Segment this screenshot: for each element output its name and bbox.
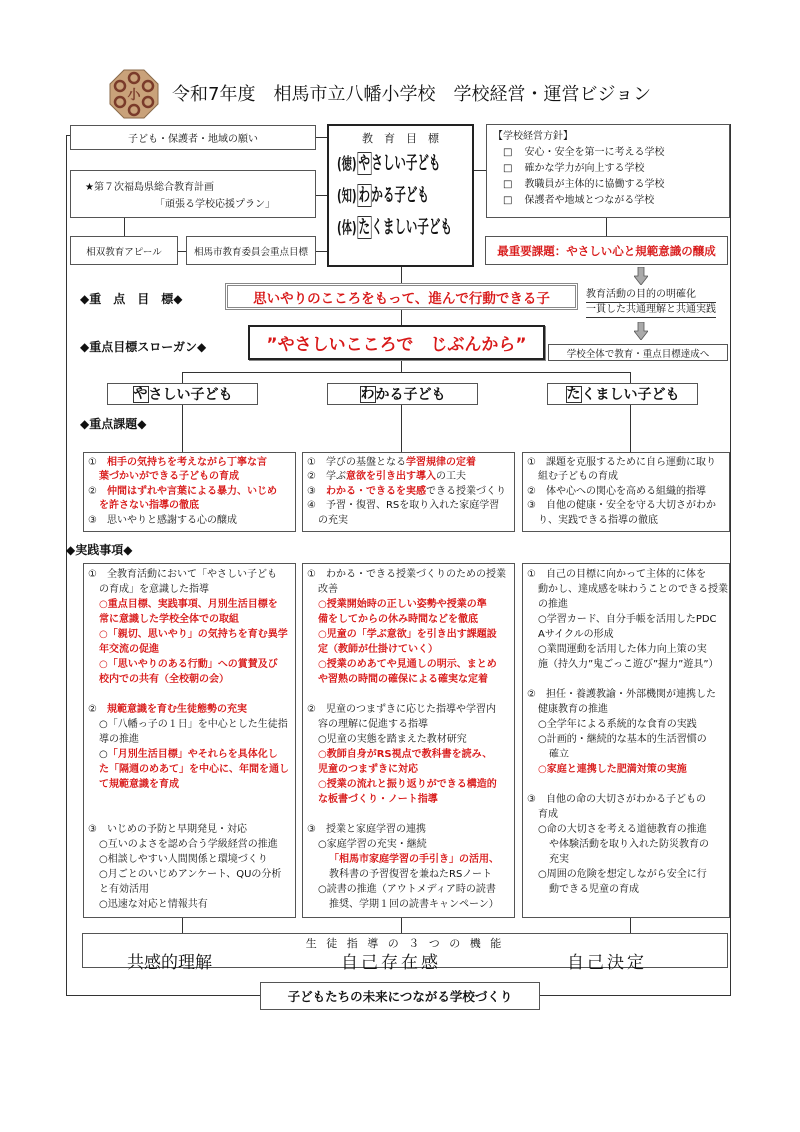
- text: ○全学年による系統的な食育の実践: [538, 719, 697, 730]
- text: ③: [307, 485, 326, 497]
- text: 育成: [538, 809, 558, 820]
- text-line: [307, 597, 510, 612]
- text-line: [527, 582, 728, 597]
- text: の工夫: [435, 471, 466, 483]
- highlight-text: ○「親切、思いやり」の気持ちを育む異学: [99, 629, 288, 640]
- side-note-line-1: 教育活動の目的の明確化: [586, 288, 716, 303]
- text-line: [88, 499, 291, 513]
- frame-left-line: [66, 135, 67, 996]
- text-line: [527, 657, 725, 672]
- highlight-text: ○家庭と連携した肥満対策の実施: [538, 764, 687, 775]
- pillar-box: [327, 383, 478, 405]
- text: 導の推進: [99, 734, 139, 745]
- pillar-text: かる子ども: [375, 387, 446, 403]
- highlight-text: 児童のつまずきに対応: [318, 764, 418, 775]
- goal-key-char: わ: [358, 185, 371, 206]
- goal-key-char: た: [358, 217, 371, 238]
- highlight-text: ○授業の流れと振り返りができる構造的: [318, 779, 497, 790]
- text-line: [527, 762, 725, 777]
- goal-tag: (知): [337, 186, 357, 205]
- highlight-text: ○児童の「学ぶ意欲」を引き出す課題設: [318, 629, 497, 640]
- highlight-text: や習熟の時間の確保による確実な定着: [318, 674, 488, 685]
- side-note: [586, 288, 716, 318]
- goal-tag: (体): [337, 218, 357, 237]
- highlight-text: 「月別生活目標」やそれらを具体化し: [107, 749, 278, 760]
- education-goal-item: [337, 212, 452, 244]
- text: ④ 予習・復習、RSを取り入れた家庭学習: [307, 500, 500, 512]
- highlight-text: 定（教師が仕掛けていく）: [318, 644, 438, 655]
- text: 充実: [549, 854, 569, 865]
- text-line: [527, 807, 725, 822]
- goal-text: かる子ども: [371, 185, 429, 206]
- text-line: [88, 747, 291, 762]
- policy-item-text: 安心・安全を第一に考える学校: [524, 147, 665, 158]
- text-line: [88, 717, 291, 732]
- text: や体験活動を取り入れた防災教育の: [549, 839, 709, 850]
- text-line: [88, 456, 291, 470]
- guidance-heading: 生 徒 指 導 の ３ つ の 機 能: [305, 937, 505, 950]
- text-line: [88, 642, 291, 657]
- issues-label: ◆重点課題◆: [80, 417, 147, 431]
- policy-item-text: 教職員が主体的に協働する学校: [524, 179, 665, 190]
- highlight-text: 葉づかいができる子どもの育成: [99, 471, 239, 483]
- text-line: [307, 732, 510, 747]
- branch-line: [182, 372, 631, 373]
- spacer: [307, 687, 510, 702]
- appeal-box: 相双教育アピール: [70, 236, 178, 265]
- text-line: [307, 792, 510, 807]
- side-note-line-2: 一貫した共通理解と共通実践: [586, 304, 716, 315]
- text-line: [527, 687, 725, 702]
- issue-box: [302, 452, 515, 532]
- slogan-box: ”やさしいこころで じぶんから”: [248, 325, 545, 360]
- text-line: [307, 762, 510, 777]
- policy-item: [493, 161, 723, 177]
- side-note-line-3: 学校全体で教育・重点目標達成へ: [548, 344, 728, 361]
- text-line: [307, 717, 510, 732]
- text: ②: [88, 704, 107, 715]
- text-line: [307, 822, 510, 837]
- text-line: [527, 456, 725, 470]
- highlight-text: 常に意識した学校全体での取組: [99, 614, 239, 625]
- text-line: [527, 867, 725, 882]
- frame-right-line: [730, 124, 731, 996]
- slogan-label: ◆重点目標スローガン◆: [80, 340, 207, 354]
- text: 改善: [318, 584, 338, 595]
- text: ○読書の推進（アウトメディア時の読書: [318, 884, 496, 895]
- text: ○周囲の危険を想定しながら安全に行: [538, 869, 707, 880]
- text-line: [88, 627, 291, 642]
- highlight-text: な板書づくり・ノート指導: [318, 794, 438, 805]
- text: ①: [88, 457, 107, 468]
- focus-goal-box: 思いやりのこころをもって、進んで行動できる子: [225, 283, 578, 310]
- spacer: [307, 807, 510, 822]
- text: ① 自己の目標に向かって主体的に体を: [527, 569, 706, 580]
- goal-text: くましい子ども: [371, 217, 452, 238]
- highlight-text: 校内での共有（全校朝の会）: [99, 674, 229, 685]
- highlight-text: 「相馬市家庭学習の手引き」の活用、: [329, 854, 499, 865]
- text: できる授業づくり: [425, 485, 506, 497]
- highlight-text: 相手の気持ちを考えながら丁寧な言: [106, 457, 267, 468]
- connector: [316, 251, 327, 252]
- highlight-text: 学習規律の定着: [405, 457, 476, 468]
- pillar-key-char: わ: [360, 385, 375, 402]
- text: ① 全教育活動において「やさしい子ども: [88, 569, 277, 580]
- text-line: [307, 867, 510, 882]
- svg-text:小: 小: [127, 88, 141, 103]
- text-line: [527, 702, 725, 717]
- school-emblem-logo: [108, 68, 160, 120]
- text-line: [88, 567, 291, 582]
- highlight-text: ○「思いやりのある行動」への賞賛及び: [99, 659, 278, 670]
- guidance-item-empathy: 共感的理解: [127, 953, 212, 973]
- branch-line: [630, 405, 631, 452]
- text: ○業間運動を活用した体力向上策の実: [538, 644, 707, 655]
- connector: [124, 218, 125, 236]
- text-line: [307, 627, 510, 642]
- text: ○相談しやすい人間関係と環境づくり: [99, 854, 268, 865]
- practice-label: ◆実践事項◆: [66, 543, 133, 557]
- text-line: [88, 882, 291, 897]
- practice-box: [522, 563, 730, 918]
- text-line: [307, 612, 510, 627]
- branch-line: [182, 372, 183, 383]
- spacer: [88, 807, 291, 822]
- text: ○「八幡っ子の１日」を中心とした生徒指: [99, 719, 288, 730]
- top-issue-box: 最重要課題：やさしい心と規範意識の醸成: [485, 236, 728, 265]
- text: ② 担任・養護教諭・外部機関が連携した: [527, 689, 716, 700]
- text: の推進: [538, 599, 568, 610]
- text-line: [307, 657, 510, 672]
- text: 動かし、達成感を味わうことのできる授業: [538, 584, 728, 595]
- connector: [606, 218, 607, 236]
- text: 確立: [549, 749, 569, 760]
- text: 組む子どもの育成: [538, 471, 618, 483]
- text: の育成」を意識した指導: [99, 584, 209, 595]
- text: ○家庭学習の充実・継続: [318, 839, 427, 850]
- text: ○迅速な対応と情報共有: [99, 899, 208, 910]
- text-line: [527, 597, 725, 612]
- text: ① 学びの基盤となる: [307, 457, 406, 468]
- down-arrow-icon: [634, 322, 648, 340]
- footer-box: 子どもたちの未来につながる学校づくり: [260, 982, 540, 1010]
- text-line: [307, 485, 510, 499]
- text: ① わかる・できる授業づくりのための授業: [307, 569, 506, 580]
- text-line: [88, 514, 291, 528]
- text: と有効活用: [99, 884, 149, 895]
- text-line: [88, 837, 291, 852]
- policy-item: [493, 177, 723, 193]
- text-line: [527, 499, 725, 513]
- text-line: [307, 514, 510, 528]
- text: 施（持久力”鬼ごっこ遊び”握力”遊具”）: [538, 659, 719, 670]
- text-line: [88, 470, 291, 484]
- frame-bottom-right-line: [540, 995, 730, 996]
- branch-line: [630, 918, 631, 933]
- highlight-text: た「隔週のめあて」を中心に、年間を通し: [99, 764, 289, 775]
- branch-line: [182, 405, 183, 452]
- text-line: [527, 882, 725, 897]
- text-line: [307, 897, 510, 912]
- text: ③ 自他の命の大切さがわかる子どもの: [527, 794, 706, 805]
- guidance-functions-box: [82, 933, 728, 973]
- education-goal-item: [337, 148, 441, 180]
- text: Aサイクルの形成: [538, 629, 614, 640]
- board-goal-box: 相馬市教育委員会重点目標: [186, 236, 316, 265]
- practice-box: [83, 563, 296, 918]
- text: ③ 思いやりと感謝する心の醸成: [88, 514, 237, 526]
- policy-item: [493, 145, 723, 161]
- text-line: [527, 852, 725, 867]
- text: 健康教育の推進: [538, 704, 608, 715]
- text: の充実: [318, 514, 348, 526]
- checkbox-icon: □: [503, 147, 513, 158]
- spacer: [527, 777, 725, 792]
- text-line: [88, 612, 291, 627]
- wishes-box: 子ども・保護者・地域の願い: [70, 125, 316, 150]
- branch-line: [401, 405, 402, 452]
- text-line: [527, 567, 725, 582]
- text-line: [307, 852, 510, 867]
- frame-bottom-left-line: [66, 995, 260, 996]
- highlight-text: ○教師自身がRS視点で教科書を読み、: [318, 749, 493, 760]
- text-line: [527, 822, 725, 837]
- text: ○: [99, 749, 108, 760]
- policy-heading: 【学校経営方針】: [493, 131, 573, 142]
- pillar-key-char: た: [566, 385, 581, 402]
- plan-line-1: ★第７次福島県総合教育計画: [85, 182, 214, 193]
- practice-box: [302, 563, 515, 918]
- checkbox-icon: □: [503, 179, 513, 190]
- text: ② 学ぶ: [307, 471, 346, 483]
- text-line: [88, 597, 291, 612]
- plan-line-2: 「頑張る学校応援プラン」: [155, 199, 275, 210]
- highlight-text: を許さない指導の徹底: [99, 500, 199, 512]
- text-line: [307, 777, 510, 792]
- text-line: [307, 672, 510, 687]
- checkbox-icon: □: [503, 163, 513, 174]
- text-line: [527, 717, 725, 732]
- highlight-text: ○重点目標、実践事項、月別生活目標を: [99, 599, 278, 610]
- down-arrow-icon: [634, 267, 648, 285]
- policy-item-text: 保護者や地域とつながる学校: [524, 195, 655, 206]
- guidance-item-self-decision: 自己決定: [567, 953, 647, 973]
- text: ②: [88, 485, 107, 497]
- spacer: [527, 672, 725, 687]
- text: ○月ごとのいじめアンケート、QUの分析: [99, 869, 282, 880]
- highlight-text: ○授業開始時の正しい姿勢や授業の準: [318, 599, 487, 610]
- text-line: [307, 456, 510, 470]
- text-line: [88, 852, 291, 867]
- text-line: [527, 514, 725, 528]
- branch-line: [630, 372, 631, 383]
- goal-key-char: や: [358, 153, 371, 174]
- pillar-text: さしい子ども: [148, 387, 233, 403]
- text-line: [88, 732, 291, 747]
- issue-box: [522, 452, 730, 532]
- connector: [178, 251, 186, 252]
- text-line: [527, 485, 725, 499]
- connector: [316, 137, 327, 138]
- text-line: [307, 747, 510, 762]
- text-line: [307, 470, 510, 484]
- highlight-text: ○授業のめあてや見通しの明示、まとめ: [318, 659, 497, 670]
- page-title: 令和7年度 相馬市立八幡小学校 学校経営・運営ビジョン: [172, 84, 652, 105]
- text: 容の理解に促進する指導: [318, 719, 428, 730]
- school-policy-box: [486, 124, 730, 218]
- text: ③ 自他の健康・安全を守る大切さがわか: [527, 500, 716, 512]
- text-line: [88, 485, 291, 499]
- policy-item: [493, 193, 723, 209]
- highlight-text: わかる・できるを実感: [325, 485, 426, 497]
- highlight-text: 備をしてからの休み時間などを徹底: [318, 614, 478, 625]
- text: 動できる児童の育成: [549, 884, 639, 895]
- branch-line: [182, 918, 183, 933]
- text-line: [527, 792, 725, 807]
- text-line: [88, 702, 291, 717]
- text-line: [307, 702, 510, 717]
- text: ○計画的・継続的な基本的生活習慣の: [538, 734, 707, 745]
- spacer: [88, 792, 291, 807]
- pillar-box: [547, 383, 698, 405]
- education-goal-item: [337, 180, 429, 212]
- text: ③ いじめの予防と早期発見・対応: [88, 824, 247, 835]
- pillar-key-char: や: [133, 385, 148, 402]
- highlight-text: 仲間はずれや言葉による暴力、いじめ: [106, 485, 277, 497]
- branch-line: [401, 918, 402, 933]
- highlight-text: 年交流の促進: [99, 644, 159, 655]
- text-line: [88, 762, 291, 777]
- pillar-text: くましい子ども: [581, 387, 680, 403]
- issue-box: [83, 452, 296, 532]
- highlight-text: て規範意識を育成: [99, 779, 179, 790]
- text: ○互いのよさを認め合う学級経営の推進: [99, 839, 278, 850]
- text-line: [88, 672, 291, 687]
- policy-item-text: 確かな学力が向上する学校: [524, 163, 645, 174]
- goal-tag: (徳): [337, 154, 357, 173]
- checkbox-icon: □: [503, 195, 513, 206]
- goal-text: さしい子ども: [371, 153, 441, 174]
- text-line: [307, 837, 510, 852]
- focus-goal-label: ◆重 点 目 標◆: [80, 292, 183, 306]
- text: ② 児童のつまずきに応じた指導や学習内: [307, 704, 496, 715]
- text: ① 課題を克服するために自ら運動に取り: [527, 457, 716, 468]
- text-line: [88, 822, 291, 837]
- text: 教科書の予習復習を兼ねたRSノート: [329, 869, 492, 880]
- text-line: [527, 747, 725, 762]
- connector: [316, 195, 327, 196]
- prefecture-plan-box: [70, 170, 316, 218]
- text-line: [88, 657, 291, 672]
- text-line: [307, 882, 510, 897]
- text-line: [527, 837, 725, 852]
- text-line: [307, 499, 510, 513]
- text-line: [527, 627, 725, 642]
- highlight-text: 意欲を引き出す導入: [345, 471, 436, 483]
- text: ○児童の実態を踏まえた教材研究: [318, 734, 467, 745]
- text-line: [307, 642, 510, 657]
- spacer: [88, 687, 291, 702]
- text: ③ 授業と家庭学習の連携: [307, 824, 426, 835]
- text: ○命の大切さを考える道徳教育の推進: [538, 824, 707, 835]
- text-line: [88, 582, 291, 597]
- text: り、実践できる指導の徹底: [538, 514, 658, 526]
- text-line: [527, 612, 725, 627]
- text-line: [88, 897, 291, 912]
- guidance-item-self-presence: 自己存在感: [341, 953, 441, 973]
- text-line: [88, 867, 291, 882]
- highlight-text: 規範意識を育む生徒態勢の充実: [106, 704, 247, 715]
- education-goal-box: [327, 124, 474, 267]
- text-line: [307, 582, 510, 597]
- connector: [474, 170, 486, 171]
- text-line: [527, 642, 725, 657]
- text-line: [527, 470, 725, 484]
- text: ○学習カード、自分手帳を活用したPDC: [538, 614, 717, 625]
- text-line: [527, 732, 725, 747]
- text: 推奨、学期１回の読書キャンペーン）: [329, 899, 499, 910]
- education-goal-heading: 教 育 目 標: [362, 132, 439, 145]
- pillar-box: [107, 383, 258, 405]
- text-line: [88, 777, 291, 792]
- text: ② 体や心への関心を高める組織的指導: [527, 485, 706, 497]
- text-line: [307, 567, 510, 582]
